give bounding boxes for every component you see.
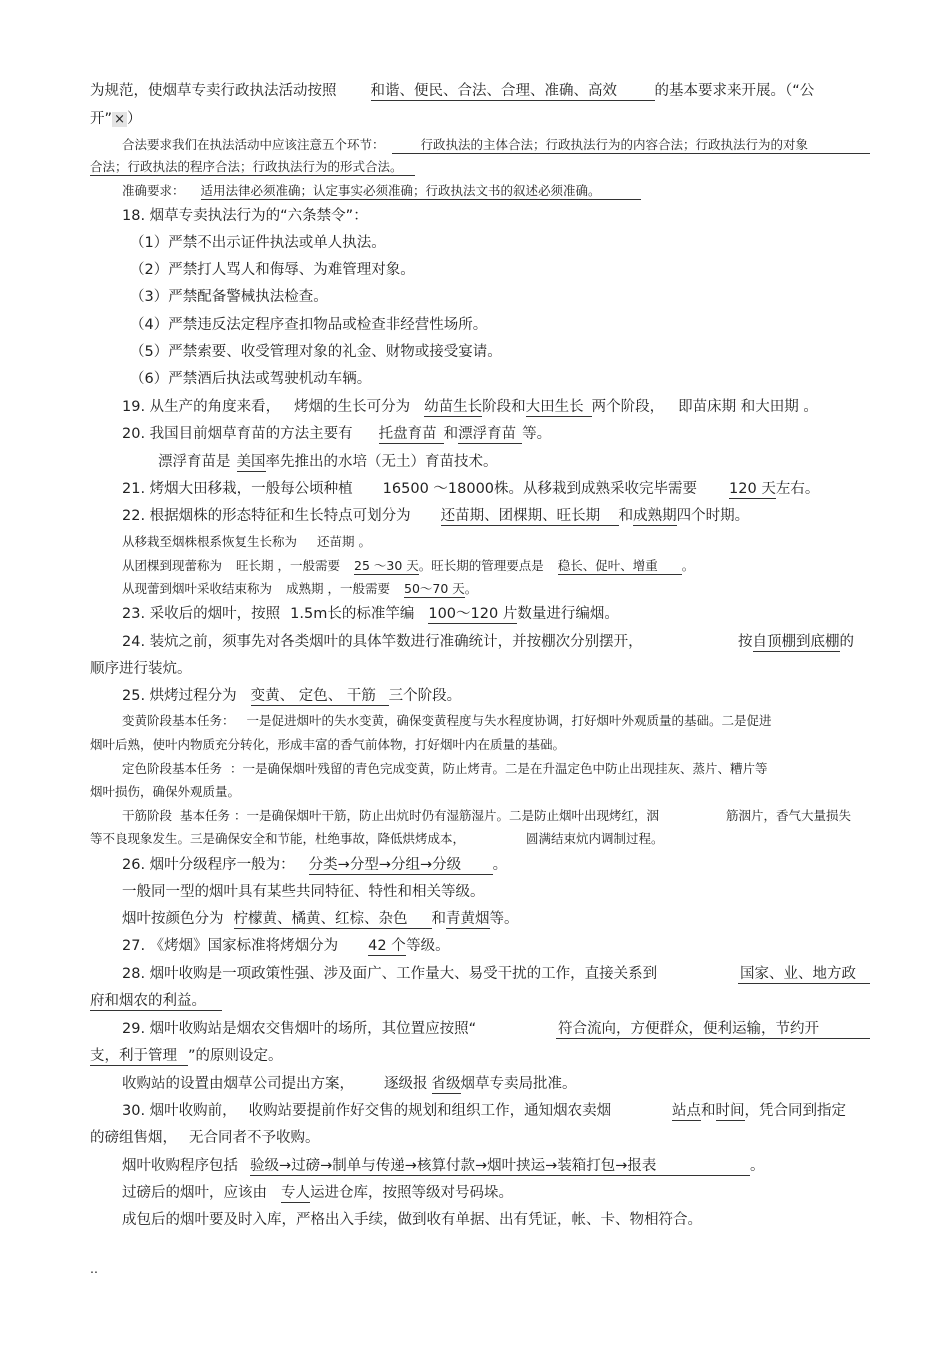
- answer-blank: 省级: [431, 1076, 461, 1092]
- cross-mark: ×: [112, 112, 127, 127]
- question-26: 26. 烟叶分级程序一般为：: [122, 857, 295, 873]
- answer-blank: 大田生长: [526, 399, 592, 417]
- text: 旺长期 ，一般需要: [236, 558, 340, 573]
- text: 烟叶收购程序包括: [122, 1158, 238, 1174]
- question-23: 23. 采收后的烟叶，按照: [122, 606, 281, 622]
- answer-blank: 25 ～30 天: [354, 558, 419, 573]
- text: 准确要求：: [122, 183, 185, 198]
- text: 顺序进行装炕。: [90, 661, 192, 677]
- text-line: [122, 507, 749, 526]
- text-line: [122, 136, 808, 154]
- text: 一般同一型的烟叶具有某些共同特征、特性和相关等级。: [122, 884, 485, 900]
- text: ）: [127, 111, 142, 127]
- text: 运进仓库，按照等级对号码垛。: [310, 1185, 513, 1201]
- text: 烟叶损伤，确保外观质量。: [90, 784, 241, 799]
- text-line: [558, 1020, 819, 1038]
- text-line: [122, 533, 371, 551]
- text: 逐级报: [384, 1076, 428, 1092]
- text: 左右。: [775, 481, 820, 497]
- text-line: [130, 288, 328, 306]
- answer-blank: 站点: [672, 1103, 701, 1119]
- text-line: [738, 633, 854, 652]
- question-22: 22. 根据烟株的形态特征和生长特点可划分为: [122, 508, 411, 524]
- text-line: [90, 992, 222, 1011]
- text-line: [90, 1047, 283, 1066]
- text: 和: [443, 426, 459, 442]
- text: 16500 ～18000株。从移栽到成熟采收完毕需要: [382, 481, 698, 497]
- text-line: [122, 605, 619, 624]
- text-line: [122, 910, 519, 929]
- text: 1.5m长的标准竿编: [290, 606, 415, 622]
- text: 等级。: [406, 938, 450, 954]
- text-line: [122, 965, 657, 983]
- text-line: [122, 182, 641, 200]
- text-line: [122, 580, 477, 598]
- answer-blank: 柠檬黄、橘黄、红棕、杂色: [234, 911, 432, 929]
- answer-blank: 验级→过磅→制单与传递→核算付款→烟叶挟运→装箱打包→报表: [250, 1158, 750, 1176]
- text: ：一是确保烟叶残留的青色完成变黄，防止烤青。二是在升温定色中防止出现挂灰、蒸片、糟片等: [230, 761, 768, 776]
- answer-text: 符合流向，方便群众，便利运输，节约开: [558, 1021, 819, 1037]
- text: 干筋阶段: [122, 808, 173, 823]
- text: 变黄阶段基本任务：: [122, 713, 235, 728]
- text: 的磅组售烟，: [90, 1130, 177, 1146]
- text-line: [122, 856, 507, 875]
- text-line: [90, 158, 403, 176]
- answer-blank: 稳长、促叶、增重: [558, 557, 682, 575]
- text: 收购站要提前作好交售的规划和组织工作，通知烟农卖烟: [248, 1103, 612, 1119]
- answer-blank: 100～120 片: [428, 606, 518, 622]
- question-19: 19. 从生产的角度来看，: [122, 399, 281, 415]
- text-line: [122, 1102, 611, 1120]
- text-line: [526, 830, 664, 848]
- text: 。: [464, 581, 478, 596]
- text: 合法要求我们在执法活动中应该注意五个环节：: [122, 137, 385, 152]
- text: 圆满结束炕内调制过程。: [526, 831, 664, 846]
- text: 烤烟的生长可分为: [294, 399, 411, 415]
- text-line: [130, 316, 487, 334]
- answer-blank: 漂浮育苗: [458, 426, 522, 444]
- text-line: [726, 807, 851, 825]
- question-20: 20. 我国目前烟草育苗的方法主要有: [122, 426, 353, 442]
- question-25: 25. 烘烤过程分为: [122, 688, 237, 704]
- text-line: [122, 712, 772, 730]
- answer-blank: 变黄、 定色、 干筋: [251, 688, 389, 706]
- answer-blank: 时间: [715, 1103, 745, 1119]
- text: （5）严禁索要、收受管理对象的礼金、财物或接受宴请。: [130, 344, 502, 360]
- answer-blank: 50～70 天: [404, 581, 465, 596]
- text: 。旺长期的管理要点是: [418, 558, 544, 573]
- text: 。: [492, 857, 508, 873]
- page-footer: ..: [90, 1261, 98, 1276]
- text-line: [122, 1184, 513, 1203]
- text-line: [740, 965, 856, 983]
- text: 阶段和: [482, 399, 526, 415]
- text-line: [130, 234, 386, 252]
- text-line: [130, 370, 371, 388]
- text: 和: [618, 508, 634, 524]
- underline: [392, 153, 870, 154]
- text-line: [122, 557, 694, 575]
- text: 无合同者不予收购。: [189, 1130, 320, 1146]
- question-30: 30. 烟叶收购前，: [122, 1103, 237, 1119]
- answer-blank: 幼苗生长: [424, 399, 483, 415]
- answer-blank: 托盘育苗: [379, 426, 444, 444]
- answer-text: 国家、业、地方政: [740, 966, 856, 982]
- answer-blank: 成熟期: [633, 508, 677, 524]
- text: 从团棵到现蕾称为: [122, 558, 223, 573]
- text: 三个阶段。: [388, 688, 462, 704]
- text-line: [122, 937, 450, 956]
- text-line: [122, 207, 368, 225]
- text: 一是促进烟叶的失水变黄，确保变黄程度与失水程度协调，打好烟叶外观质量的基础。二是促进: [246, 713, 772, 728]
- text-line: [90, 660, 192, 678]
- text: 成熟期 ，一般需要: [286, 581, 390, 596]
- text: （6）严禁酒后执法或驾驶机动车辆。: [130, 371, 372, 387]
- question-27: 27. 《烤烟》国家标准将烤烟分为: [122, 938, 339, 954]
- text: 定色阶段基本任务: [122, 761, 223, 776]
- text-line: [158, 453, 498, 472]
- answer-blank: 还苗期、团棵期、旺长期: [441, 508, 619, 526]
- answer-blank: 120 天: [729, 481, 776, 497]
- text: 从移栽至烟株根系恢复生长称为: [122, 534, 298, 549]
- text: 过磅后的烟叶，应该由: [122, 1185, 267, 1201]
- text-line: [122, 633, 643, 651]
- text: 烟叶按颜色分为: [122, 911, 224, 927]
- text: 等。: [489, 911, 519, 927]
- text-line: [122, 1157, 765, 1176]
- answer-blank: 适用法律必须准确；认定事实必须准确；行政执法文书的叙述必须准确。: [201, 182, 641, 200]
- text-line: [122, 1075, 577, 1094]
- text: 的基本要求来开展。（“公: [654, 83, 815, 99]
- text-line: [122, 760, 768, 778]
- answer-blank: 青黄烟: [446, 911, 490, 927]
- text: 按: [738, 634, 753, 650]
- text-line: [122, 398, 818, 417]
- answer-blank: 支，利于管理: [90, 1048, 188, 1066]
- text-line: [90, 830, 465, 848]
- text: 的: [839, 634, 854, 650]
- text: 烟叶后熟，使叶内物质充分转化，形成丰富的香气前体物，打好烟叶内在质量的基础。: [90, 737, 566, 752]
- text: 率先推出的水培（无土）育苗技术。: [265, 454, 498, 470]
- text: 收购站的设置由烟草公司提出方案，: [122, 1076, 354, 1092]
- question-18: 18. 烟草专卖执法行为的“六条禁令”：: [122, 208, 368, 224]
- answer-blank: 42 个: [368, 938, 406, 954]
- text: 和: [701, 1103, 716, 1119]
- text: 烟草专卖局批准。: [460, 1076, 577, 1092]
- text: （3）严禁配备警械执法检查。: [130, 289, 328, 305]
- text: 。: [681, 558, 695, 573]
- text: 数量进行编烟。: [517, 606, 619, 622]
- text: （2）严禁打人骂人和侮辱、为难管理对象。: [130, 262, 415, 278]
- text: 等不良现象发生。三是确保安全和节能，杜绝事故，降低烘烤成本，: [90, 831, 466, 846]
- text-line: [122, 883, 485, 901]
- text: ”的原则设定。: [188, 1048, 283, 1064]
- text: 。: [750, 1158, 765, 1174]
- text: 两个阶段，: [591, 399, 665, 415]
- question-28: 28. 烟叶收购是一项政策性强、涉及面广、工作量大、易受干扰的工作，直接关系到: [122, 966, 658, 982]
- text: ，凭合同到指定: [744, 1103, 846, 1119]
- text-line: [90, 783, 240, 801]
- answer-blank: 和谐、便民、合法、合理、准确、高效: [371, 83, 655, 101]
- text: 和: [431, 911, 446, 927]
- text: 漂浮育苗是: [158, 454, 231, 470]
- text-line: [672, 1102, 846, 1121]
- answer-blank: 专人: [281, 1185, 310, 1201]
- text: （1）严禁不出示证件执法或单人执法。: [130, 235, 386, 251]
- text-line: [130, 343, 502, 361]
- text-line: [90, 736, 565, 754]
- underline: [738, 983, 870, 984]
- answer-text: 行政执法的主体合法；行政执法行为的内容合法；行政执法行为的对象: [420, 137, 809, 152]
- text-line: [90, 110, 142, 128]
- text: 从现蕾到烟叶采收结束称为: [122, 581, 273, 596]
- text: 开”: [90, 111, 113, 127]
- text: 成包后的烟叶要及时入库，严格出入手续，做到收有单据、出有凭证，帐、卡、物相符合。: [122, 1212, 702, 1228]
- text: 筋洇片，香气大量损失: [726, 808, 852, 823]
- underline: [90, 175, 415, 176]
- text-line: [122, 687, 461, 706]
- text: （4）严禁违反法定程序查扣物品或检查非经营性场所。: [130, 317, 488, 333]
- question-21: 21. 烤烟大田移栽，一般每公顷种植: [122, 481, 353, 497]
- answer-blank: 府和烟农的利益。: [90, 993, 222, 1011]
- text: 基本任务 ：一是确保烟叶干筋，防止出炕时仍有湿筋湿片。二是防止烟叶出现烤红，洇: [180, 808, 659, 823]
- text-line: [130, 261, 415, 279]
- text-line: [122, 480, 819, 499]
- text-line: [122, 807, 659, 825]
- text: 四个时期。: [676, 508, 750, 524]
- answer-blank: 分类→分型→分组→分级: [309, 857, 493, 875]
- question-24: 24. 装炕之前，须事先对各类烟叶的具体竿数进行准确统计，并按棚次分别摆开，: [122, 634, 643, 650]
- underline: [556, 1038, 870, 1039]
- text-line: [90, 1129, 320, 1147]
- text: 即苗床期 和大田期 。: [678, 399, 818, 415]
- text-line: [122, 1211, 702, 1229]
- text: 为规范，使烟草专卖行政执法活动按照: [90, 83, 337, 99]
- text: 还苗期 。: [317, 534, 371, 549]
- text-line: [90, 82, 814, 101]
- text-line: [122, 425, 551, 444]
- question-29: 29. 烟叶收购站是烟农交售烟叶的场所，其位置应按照“: [122, 1021, 477, 1037]
- answer-blank: 美国: [236, 454, 266, 470]
- text-line: [122, 1020, 476, 1038]
- text: 等。: [522, 426, 552, 442]
- answer-blank: 自顶棚到底棚: [752, 634, 840, 650]
- text: 合法；行政执法的程序合法；行政执法行为的形式合法。: [90, 159, 403, 174]
